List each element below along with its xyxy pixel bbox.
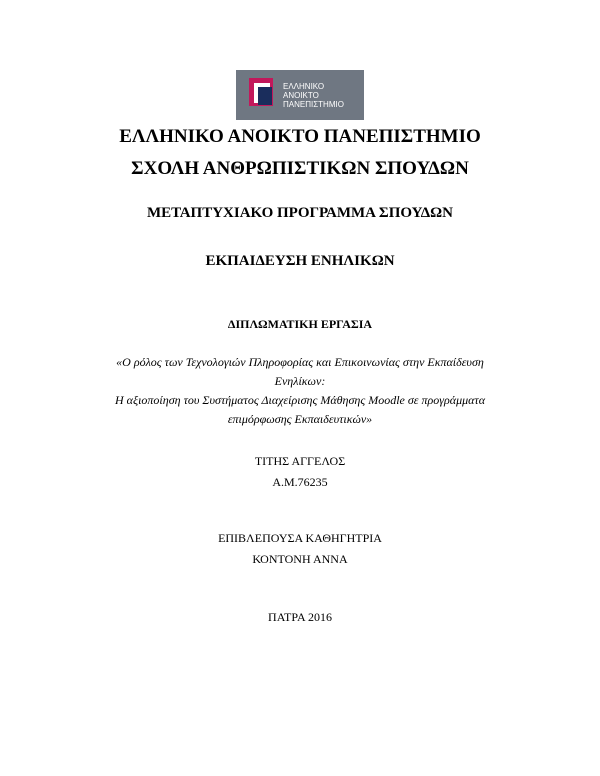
supervisor-label: ΕΠΙΒΛΕΠΟΥΣΑ ΚΑΘΗΓΗΤΡΙΑ bbox=[218, 531, 382, 545]
document-type: ΔΙΠΛΩΜΑΤΙΚΗ ΕΡΓΑΣΙΑ bbox=[227, 317, 373, 331]
thesis-title bbox=[90, 353, 510, 429]
thesis-title-line: «Ο ρόλος των Τεχνολογιών Πληροφορίας και Επικοινωνίας στην Εκπαίδευση Ενηλίκων: bbox=[116, 355, 484, 388]
author-name: ΤΙΤΗΣ ΑΓΓΕΛΟΣ bbox=[254, 454, 346, 468]
supervisor-name: ΚΟΝΤΟΝΗ ΑΝΝΑ bbox=[252, 552, 348, 566]
logo-line: ΠΑΝΕΠΙΣΤΗΜΙΟ bbox=[283, 100, 344, 109]
logo-line: ΑΝΟΙΚΤΟ bbox=[283, 91, 319, 100]
program-name: ΜΕΤΑΠΤΥΧΙΑΚΟ ΠΡΟΓΡΑΜΜΑ ΣΠΟΥΔΩΝ bbox=[147, 205, 453, 221]
author-registration-number: Α.Μ.76235 bbox=[272, 475, 328, 489]
logo-text bbox=[283, 82, 344, 109]
university-logo bbox=[236, 70, 364, 120]
field-name: ΕΚΠΑΙΔΕΥΣΗ ΕΝΗΛΙΚΩΝ bbox=[205, 253, 395, 269]
logo-emblem-icon bbox=[249, 78, 277, 110]
place-date: ΠΑΤΡΑ 2016 bbox=[268, 610, 332, 624]
thesis-title-line: επιμόρφωσης Εκπαιδευτικών» bbox=[227, 412, 373, 426]
school-name: ΣΧΟΛΗ ΑΝΘΡΩΠΙΣΤΙΚΩΝ ΣΠΟΥΔΩΝ bbox=[131, 158, 469, 179]
university-name: ΕΛΛΗΝΙΚΟ ΑΝΟΙΚΤΟ ΠΑΝΕΠΙΣΤΗΜΙΟ bbox=[119, 126, 481, 147]
logo-line: ΕΛΛΗΝΙΚΟ bbox=[283, 82, 325, 91]
thesis-title-line: Η αξιοποίηση του Συστήματος Διαχείρισης Μάθησης Moodle σε προγράμματα bbox=[114, 393, 486, 407]
